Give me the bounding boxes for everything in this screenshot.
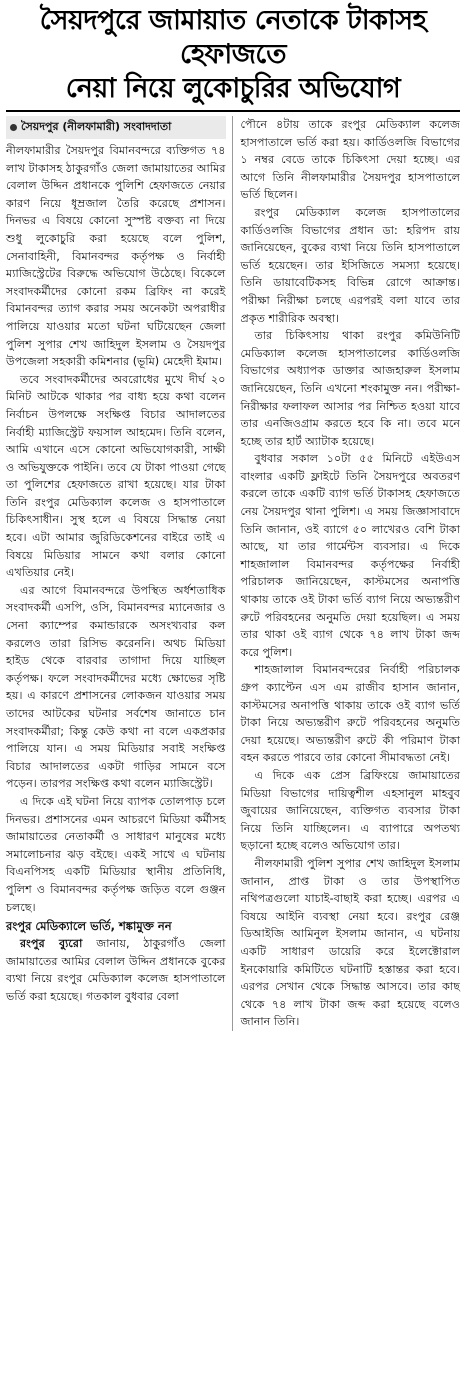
paragraph: তার চিকিৎসায় থাকা রংপুর কমিউনিটি মেডিক্যাল কলেজ হাসপাতালের কার্ডিওলজি বিভাগের অধ্যাপক ডাক্তার আজহারুল ইসলাম জানিয়েছেন, তিনি এখনো শংকামুক্ত নন। পরীক্ষা-নিরীক্ষার ফলাফল আসার পর নিশ্চিত হওয়া যাবে তার এনজিওগ্রাম করতে হবে কি না। তবে মনে হচ্ছে তার হার্ট অ্যাটাক হয়েছে।	[240, 329, 460, 448]
paragraph: এ দিকে এই ঘটনা নিয়ে ব্যাপক তোলপাড় চলে দিনভর। প্রশাসনের এমন আচরণে মিডিয়া কর্মীসহ জামায়াতের নেতাকর্মী ও সাধারণ মানুষের মধ্যে সমালোচনার ঝড় বইছে। একই সাথে এ ঘটনায় বিএনপিসহ একটি মিডিয়ার স্থানীয় প্রতিনিধি, পুলিশ ও বিমানবন্দর কর্তৃপক্ষ জড়িত বলে গুঞ্জন চলছে।	[6, 794, 226, 914]
headline-line-2: নেয়া নিয়ে লুকোচুরির অভিযোগ	[65, 73, 401, 104]
right-column	[241, 116, 461, 1031]
paragraph: বুধবার সকাল ১০টা ৫৫ মিনিটে এইউএস বাংলার একটি ফ্লাইটে তিনি সৈয়দপুরে অবতরণ করলে তাকে একটি ব্যাগ ভর্তি টাকাসহ হেফাজতে নেয় সৈয়দপুর থানা পুলিশ। এ সময় জিজ্ঞাসাবাদে তিনি জানান, ওই ব্যাগে ৫০ লাখেরও বেশি টাকা আছে, যা তার গার্মেন্টস ব্যবসার। এ দিকে শাহজালাল বিমানবন্দর কর্তৃপক্ষের নির্বাহী পরিচালক জানিয়েছেন, কাস্টমসের অনাপত্তি থাকায় তাকে ওই টাকা ভর্তি ব্যাগ নিয়ে অভ্যন্তরীণ রুটে পরিবহনের অনুমতি দেয়া হয়েছিল। এ সময় তার থাকা ওই ব্যাগ থেকে ৭৪ লাখ টাকা জব্দ করে পুলিশ।	[240, 452, 460, 659]
paragraph: নীলফামারী পুলিশ সুপার শেখ জাহিদুল ইসলাম জানান, প্রাপ্ত টাকা ও তার উপস্থাপিত নথিপত্রগুলো যাচাই-বাছাই করা হচ্ছে। এরপর এ বিষয়ে আইনি ব্যবস্থা নেয়া হবে। রংপুর রেঞ্জ ডিআইজি আমিনুল ইসলাম জানান, এ ঘটনায় একটি সাধারণ ডায়েরি করে ইলেক্টোরাল ইনকোয়ারি কমিটিতে ঘটনাটি হস্তান্তর করা হবে। এরপর সেখান থেকে সিদ্ধান্ত আসবে। তার কাছ থেকে ৭৪ লাখ টাকা জব্দ করা হয়েছে বলেও জানান তিনি।	[240, 856, 460, 1029]
paragraph: পৌনে ৪টায় তাকে রংপুর মেডিক্যাল কলেজ হাসপাতালে ভর্তি করা হয়। কার্ডিওলজি বিভাগের ১ নম্বর বেডে তাকে চিকিৎসা দেয়া হচ্ছে। এর আগে তিনি নীলফামারীর সৈয়দপুর হাসপাতালে ভর্তি ছিলেন।	[240, 118, 460, 202]
paragraph: রংপুর মেডিক্যাল কলেজ হাসপাতালের কার্ডিওলজি বিভাগের প্রধান ডা: হরিপদ রায় জানিয়েছেন, বুকের ব্যথা নিয়ে তিনি হাসপাতালে ভর্তি হয়েছেন। তার ইসিজিতে সমস্যা হয়েছে। তিনি ডায়াবেটিকসহ বিভিন্ন রোগে আক্রান্ত। পরীক্ষা নিরীক্ষা চলছে এরপরই বলা যাবে তার প্রকৃত শারীরিক অবস্থা।	[240, 205, 460, 325]
headline-line-1: সৈয়দপুরে জামায়াত নেতাকে টাকাসহ হেফাজতে	[39, 5, 427, 70]
headline-divider	[6, 110, 460, 112]
byline	[6, 116, 226, 139]
paragraph: তবে সংবাদকর্মীদের অবরোধের মুখে দীর্ঘ ২০ মিনিট আটকে থাকার পর বাধ্য হয়ে কথা বলেন নির্বাচন উপলক্ষে সংক্ষিপ্ত বিচার আদালতের নির্বাহী ম্যাজিস্ট্রেট ফয়সাল আহমেদ। তিনি বলেন, আমি এখানে এসে কোনো অভিযোগকারী, সাক্ষী ও অভিযুক্তকে পাইনি। তবে যে টাকা পাওয়া গেছে তা পুলিশের হেফাজতে রাখা হয়েছে। যার টাকা তিনি রংপুর মেডিক্যাল কলেজ ও হাসপাতালে চিকিৎসাধীন। সুস্থ হলে এ বিষয়ে সিদ্ধান্ত নেয়া হবে। এটা আমার জুরিডিকেশনের বাইরে তাই এ বিষয়ে মিডিয়ার সামনে কথা বলার কোনো এখতিয়ার নেই।	[6, 372, 226, 580]
paragraph: নীলফামারীর সৈয়দপুর বিমানবন্দরে ব্যক্তিগত ৭৪ লাখ টাকাসহ ঠাকুরগাঁও জেলা জামায়াতের আমির বেলাল উদ্দিন প্রধানকে পুলিশি হেফাজতে নেয়ার কারণ নিয়ে ধূম্রজাল তৈরি করেছে প্রশাসন। দিনভর এ বিষয়ে কোনো সুস্পষ্ট বক্তব্য না দিয়ে শুধু লুকোচুরি করা হয়েছে বলে পুলিশ, সেনাবাহিনী, বিমানবন্দর কর্তৃপক্ষ ও নির্বাহী ম্যাজিস্ট্রেটের বিরুদ্ধে অভিযোগ উঠেছে। বিকেলে সংবাদকর্মীদের কোনো রকম ব্রিফিং না করেই বিমানবন্দর ত্যাগ করার সময় অনেকটা অপরাধীর পালিয়ে যাওয়ার মতো ঘটনা ঘটিয়েছেন জেলা পুলিশ সুপার শেখ জাহিদুল ইসলাম ও সৈয়দপুর উপজেলা সহকারী কমিশনার (ভূমি) মেহেদী ইমাম।	[6, 144, 226, 369]
headline	[6, 4, 460, 106]
paragraph	[6, 935, 226, 1005]
article-columns	[6, 116, 460, 1031]
paragraph: শাহজালাল বিমানবন্দরের নির্বাহী পরিচালক গ্রুপ ক্যাপ্টেন এস এম রাজীব হাসান জানান, কাস্টমসের অনাপত্তি থাকায় তাকে ওই ব্যাগ ভর্তি টাকা নিয়ে অভ্যন্তরীণ রুটে পরিবহনের অনুমতি দেয়া হয়েছে। অভ্যন্তরীণ রুটে কী পরিমাণ টাকা বহন করতে পারবে তার কোনো সীমাবদ্ধতা নেই।	[240, 663, 460, 765]
bullet-icon	[10, 124, 17, 131]
paragraph-text: জানায়, ঠাকুরগাঁও জেলা জামায়াতের আমির বেলাল উদ্দিন প্রধানকে বুকের ব্যথা নিয়ে রংপুর মেডিক্যাল কলেজ হাসপাতালে ভর্তি করা হয়েছে। গতকাল বুধবার বেলা	[6, 937, 226, 1003]
bureau-name: রংপুর ব্যুরো	[20, 937, 83, 951]
paragraph: এর আগে বিমানবন্দরে উপস্থিত অর্ধশতাধিক সংবাদকর্মী এসপি, ওসি, বিমানবন্দর ম্যানেজার ও সেনা ক্যাম্পের কমান্ডারকে অসংখ্যবার কল করলেও তারা রিসিভ করেননি। অথচ মিডিয়া হাইড থেকে বারবার তাগাদা দিয়ে যাচ্ছিল কর্তৃপক্ষ। ফলে সংবাদকর্মীদের মধ্যে ক্ষোভের সৃষ্টি হয়। এ কারণে প্রশাসনের লোকজন যাওয়ার সময় তাদের আটকের ঘটনার সর্বশেষ জানাতে চান সংবাদকর্মীরা; কিন্তু কেউ কথা না বলে একপ্রকার পালিয়ে যান। এ সময় মিডিয়ার সবাই সংক্ষিপ্ত বিচার আদালতের একটা গাড়ির সামনে বসে পড়েন। তারপর সংক্ষিপ্ত কথা বলেন ম্যাজিস্ট্রেট।	[6, 583, 226, 791]
left-column	[6, 116, 233, 1031]
paragraph: এ দিকে এক প্রেস ব্রিফিংয়ে জামায়াতের মিডিয়া বিভাগের দায়িত্বশীল এহসানুল মাহবুব জুবায়ের জানিয়েছেন, ব্যক্তিগত ব্যবসার টাকা নিয়ে তিনি যাচ্ছিলেন। এ ব্যাপারে অপতথ্য ছড়ানো হচ্ছে বলেও অভিযোগ তার।	[240, 768, 460, 853]
subheading: রংপুর মেডিক্যালে ভর্তি, শঙ্কামুক্ত নন	[6, 919, 172, 934]
byline-text: সৈয়দপুর (নীলফামারী) সংবাদদাতা	[21, 120, 172, 133]
